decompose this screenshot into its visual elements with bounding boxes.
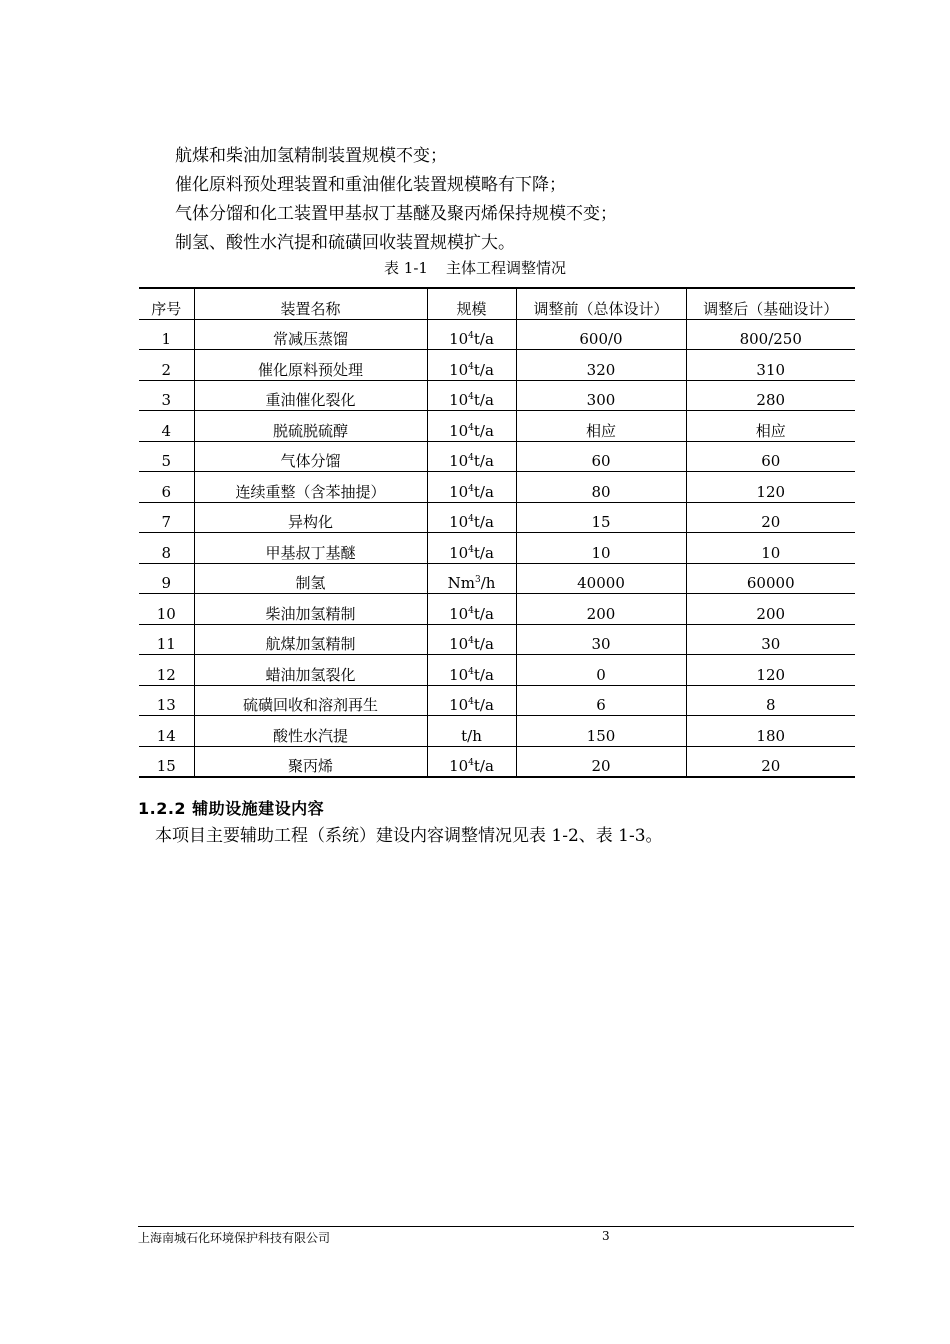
value-before: 60 bbox=[516, 441, 686, 472]
table-caption-title: 主体工程调整情况 bbox=[445, 259, 566, 277]
value-before: 40000 bbox=[516, 563, 686, 594]
unit-rest: t/a bbox=[473, 482, 494, 501]
value-after: 20 bbox=[686, 502, 855, 533]
row-number: 11 bbox=[139, 624, 194, 655]
table-row bbox=[139, 655, 855, 686]
unit-rest: t/a bbox=[473, 421, 494, 440]
device-name: 航煤加氢精制 bbox=[194, 624, 427, 655]
table-row bbox=[139, 563, 855, 594]
row-number: 7 bbox=[139, 502, 194, 533]
intro-line: 制氢、酸性水汽提和硫磺回收装置规模扩大。 bbox=[175, 233, 515, 253]
unit-base: 10 bbox=[449, 482, 469, 501]
value-after: 8 bbox=[686, 685, 855, 716]
table-row bbox=[139, 441, 855, 472]
capacity-unit bbox=[427, 319, 516, 350]
value-before: 300 bbox=[516, 380, 686, 411]
value-after: 20 bbox=[686, 746, 855, 777]
row-number: 3 bbox=[139, 380, 194, 411]
device-name: 制氢 bbox=[194, 563, 427, 594]
table-row bbox=[139, 685, 855, 716]
intro-line: 气体分馏和化工装置甲基叔丁基醚及聚丙烯保持规模不变； bbox=[175, 204, 617, 224]
unit-superscript: 4 bbox=[468, 331, 474, 341]
capacity-unit bbox=[427, 441, 516, 472]
device-name: 甲基叔丁基醚 bbox=[194, 533, 427, 564]
header-cell: 序号 bbox=[139, 288, 194, 319]
unit-superscript: 4 bbox=[468, 514, 474, 524]
unit-rest: /h bbox=[480, 574, 496, 592]
table-row bbox=[139, 624, 855, 655]
main-project-table bbox=[139, 287, 855, 778]
unit-base: 10 bbox=[449, 757, 469, 775]
unit-base: 10 bbox=[449, 513, 469, 531]
value-after: 相应 bbox=[686, 411, 855, 442]
unit-rest: t/a bbox=[473, 665, 494, 684]
unit-base: 10 bbox=[449, 635, 469, 653]
section-heading bbox=[138, 796, 324, 819]
value-after: 800/250 bbox=[686, 319, 855, 350]
row-number: 13 bbox=[139, 685, 194, 716]
value-before: 600/0 bbox=[516, 319, 686, 350]
capacity-unit bbox=[427, 411, 516, 442]
header-cell: 装置名称 bbox=[194, 288, 427, 319]
device-name: 连续重整（含苯抽提） bbox=[194, 472, 427, 503]
capacity-unit bbox=[427, 624, 516, 655]
row-number: 14 bbox=[139, 716, 194, 747]
capacity-unit bbox=[427, 380, 516, 411]
unit-superscript: 4 bbox=[468, 605, 474, 616]
unit-superscript: 4 bbox=[468, 666, 474, 677]
capacity-unit bbox=[427, 472, 516, 503]
header-cell: 规模 bbox=[427, 288, 516, 319]
unit-superscript: 4 bbox=[468, 483, 474, 494]
row-number: 12 bbox=[139, 655, 194, 686]
row-number: 2 bbox=[139, 350, 194, 381]
value-before: 30 bbox=[516, 624, 686, 655]
device-name: 异构化 bbox=[194, 502, 427, 533]
unit-rest: t/a bbox=[473, 696, 494, 714]
page-number: 3 bbox=[602, 1229, 610, 1243]
value-after: 60 bbox=[686, 441, 855, 472]
unit-superscript: 4 bbox=[468, 544, 474, 555]
unit-base: 10 bbox=[449, 391, 469, 409]
unit-base: 10 bbox=[449, 360, 469, 379]
device-name: 气体分馏 bbox=[194, 441, 427, 472]
table-row bbox=[139, 594, 855, 625]
unit-rest: t/a bbox=[473, 604, 494, 623]
unit-base: 10 bbox=[449, 452, 469, 470]
value-after: 120 bbox=[686, 655, 855, 686]
value-before: 20 bbox=[516, 746, 686, 777]
value-after: 200 bbox=[686, 594, 855, 625]
device-name: 蜡油加氢裂化 bbox=[194, 655, 427, 686]
unit-rest: t/a bbox=[473, 635, 494, 653]
value-before: 80 bbox=[516, 472, 686, 503]
table-row bbox=[139, 319, 855, 350]
unit-rest: t/a bbox=[473, 543, 494, 562]
device-name: 硫磺回收和溶剂再生 bbox=[194, 685, 427, 716]
value-before: 10 bbox=[516, 533, 686, 564]
capacity-unit bbox=[427, 685, 516, 716]
value-before: 150 bbox=[516, 716, 686, 747]
capacity-unit bbox=[427, 533, 516, 564]
unit-rest: t/a bbox=[473, 391, 494, 409]
unit-rest: t/a bbox=[473, 452, 494, 470]
row-number: 6 bbox=[139, 472, 194, 503]
unit-base: t/h bbox=[461, 726, 482, 745]
footer-divider bbox=[138, 1226, 854, 1227]
table-row bbox=[139, 716, 855, 747]
value-before: 200 bbox=[516, 594, 686, 625]
device-name: 酸性水汽提 bbox=[194, 716, 427, 747]
value-after: 10 bbox=[686, 533, 855, 564]
unit-superscript: 3 bbox=[474, 575, 481, 585]
section-number: 1.2.2 bbox=[138, 799, 187, 818]
unit-rest: t/a bbox=[473, 330, 494, 348]
device-name: 重油催化裂化 bbox=[194, 380, 427, 411]
value-after: 120 bbox=[686, 472, 855, 503]
value-before: 320 bbox=[516, 350, 686, 381]
row-number: 10 bbox=[139, 594, 194, 625]
value-after: 310 bbox=[686, 350, 855, 381]
row-number: 4 bbox=[139, 411, 194, 442]
unit-base: 10 bbox=[449, 543, 469, 562]
unit-base: 10 bbox=[449, 604, 469, 623]
value-before: 6 bbox=[516, 685, 686, 716]
unit-superscript: 4 bbox=[468, 422, 474, 433]
value-after: 30 bbox=[686, 624, 855, 655]
device-name: 聚丙烯 bbox=[194, 746, 427, 777]
device-name: 脱硫脱硫醇 bbox=[194, 411, 427, 442]
capacity-unit bbox=[427, 350, 516, 381]
unit-base: 10 bbox=[449, 665, 469, 684]
footer-company: 上海南城石化环境保护科技有限公司 bbox=[138, 1231, 331, 1245]
row-number: 1 bbox=[139, 319, 194, 350]
capacity-unit bbox=[427, 563, 516, 594]
device-name: 常减压蒸馏 bbox=[194, 319, 427, 350]
table-caption-number: 表 1-1 bbox=[384, 259, 428, 277]
unit-base: 10 bbox=[449, 330, 469, 348]
unit-rest: t/a bbox=[473, 513, 494, 531]
row-number: 15 bbox=[139, 746, 194, 777]
unit-superscript: 4 bbox=[468, 361, 474, 372]
unit-base: 10 bbox=[449, 696, 469, 714]
device-name: 催化原料预处理 bbox=[194, 350, 427, 381]
capacity-unit bbox=[427, 746, 516, 777]
intro-line: 航煤和柴油加氢精制装置规模不变； bbox=[175, 146, 447, 166]
unit-superscript: 4 bbox=[468, 758, 474, 768]
intro-line: 催化原料预处理装置和重油催化装置规模略有下降； bbox=[175, 175, 566, 195]
table-row bbox=[139, 350, 855, 381]
table-header-row bbox=[139, 288, 855, 319]
unit-superscript: 4 bbox=[468, 636, 474, 646]
unit-rest: t/a bbox=[473, 757, 494, 775]
unit-rest: t/a bbox=[473, 360, 494, 379]
table-caption bbox=[0, 258, 950, 278]
value-after: 180 bbox=[686, 716, 855, 747]
capacity-unit bbox=[427, 716, 516, 747]
unit-base: 10 bbox=[449, 421, 469, 440]
value-after: 280 bbox=[686, 380, 855, 411]
value-before: 15 bbox=[516, 502, 686, 533]
table-row bbox=[139, 472, 855, 503]
row-number: 9 bbox=[139, 563, 194, 594]
row-number: 5 bbox=[139, 441, 194, 472]
device-name: 柴油加氢精制 bbox=[194, 594, 427, 625]
unit-base: Nm bbox=[447, 574, 475, 592]
value-before: 相应 bbox=[516, 411, 686, 442]
capacity-unit bbox=[427, 655, 516, 686]
header-cell: 调整前（总体设计） bbox=[516, 288, 686, 319]
section-body: 本项目主要辅助工程（系统）建设内容调整情况见表 1-2、表 1-3。 bbox=[155, 826, 663, 846]
unit-superscript: 4 bbox=[468, 453, 474, 463]
table-row bbox=[139, 380, 855, 411]
table-row bbox=[139, 411, 855, 442]
table-row bbox=[139, 502, 855, 533]
value-before: 0 bbox=[516, 655, 686, 686]
unit-superscript: 4 bbox=[468, 697, 474, 707]
table-row bbox=[139, 746, 855, 777]
row-number: 8 bbox=[139, 533, 194, 564]
capacity-unit bbox=[427, 594, 516, 625]
header-cell: 调整后（基础设计） bbox=[686, 288, 855, 319]
capacity-unit bbox=[427, 502, 516, 533]
unit-superscript: 4 bbox=[468, 392, 474, 402]
value-after: 60000 bbox=[686, 563, 855, 594]
section-title: 辅助设施建设内容 bbox=[192, 799, 325, 818]
table-row bbox=[139, 533, 855, 564]
